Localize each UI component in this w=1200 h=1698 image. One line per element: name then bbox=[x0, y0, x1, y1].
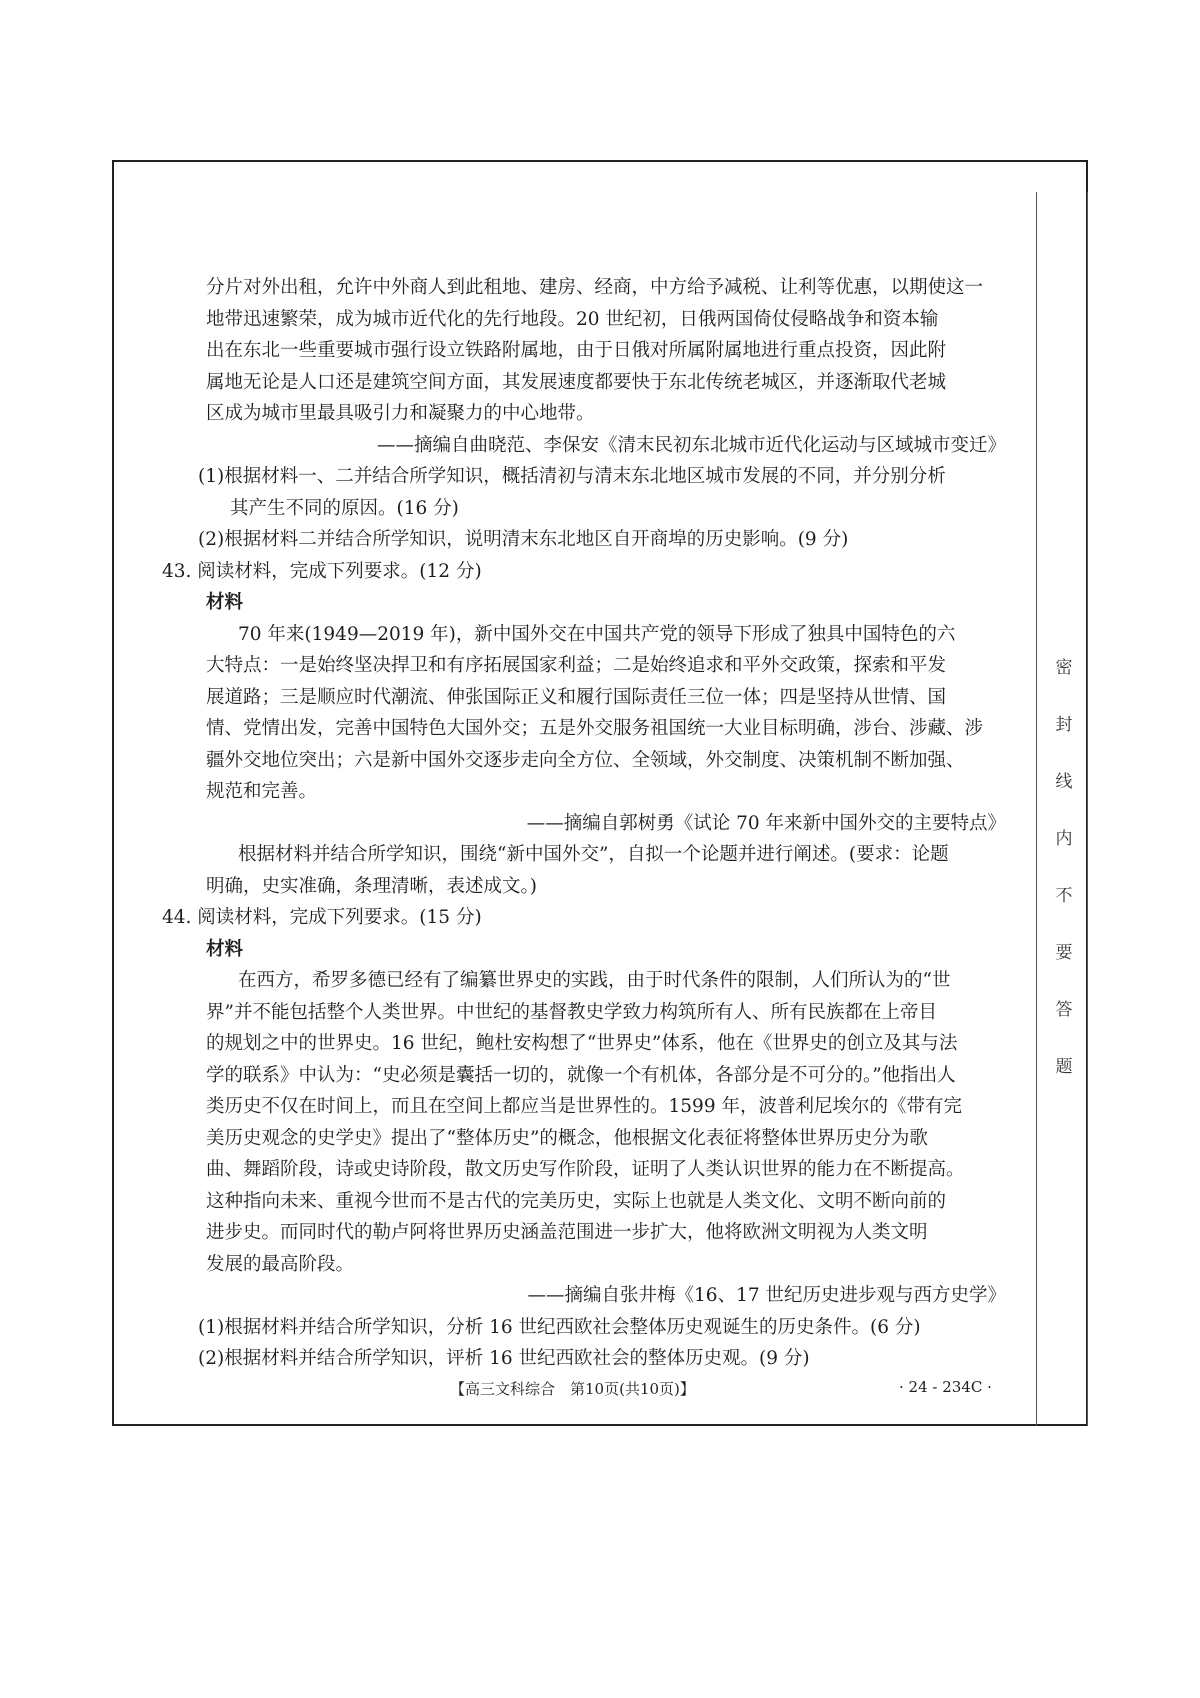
seal-char: 答 bbox=[1055, 1000, 1073, 1020]
passage-line: 学的联系》中认为：“史必须是囊括一切的，就像一个有机体，各部分是不可分的。”他指出人 bbox=[206, 1064, 956, 1086]
question-42-1-cont: 其产生不同的原因。(16 分) bbox=[230, 497, 459, 519]
paper-code: · 24 - 234C · bbox=[899, 1378, 992, 1396]
question-42-2: (2)根据材料二并结合所学知识，说明清末东北地区自开商埠的历史影响。(9 分) bbox=[198, 529, 849, 550]
passage-line: 进步史。而同时代的勒卢阿将世界历史涵盖范围进一步扩大，他将欧洲文明视为人类文明 bbox=[206, 1222, 928, 1243]
passage-line: 出在东北一些重要城市强行设立铁路附属地，由于日俄对所属附属地进行重点投资，因此附 bbox=[206, 340, 947, 361]
question-42-1: (1)根据材料一、二并结合所学知识，概括清初与清末东北地区城市发展的不同，并分别分析 bbox=[198, 466, 946, 487]
passage-line: 曲、舞蹈阶段，诗或史诗阶段，散文历史写作阶段，证明了人类认识世界的能力在不断提高。 bbox=[206, 1159, 965, 1180]
passage-line: 情、党情出发，完善中国特色大国外交；五是外交服务祖国统一大业目标明确，涉台、涉藏、涉 bbox=[206, 718, 984, 739]
seal-char: 线 bbox=[1055, 772, 1073, 792]
question-44-title: 44. 阅读材料，完成下列要求。(15 分) bbox=[162, 907, 482, 928]
question-44-2: (2)根据材料并结合所学知识，评析 16 世纪西欧社会的整体历史观。(9 分) bbox=[198, 1348, 810, 1369]
question-43-prompt-cont: 明确，史实准确，条理清晰，表述成文。) bbox=[206, 875, 537, 897]
passage-line: 在西方，希罗多德已经有了编纂世界史的实践，由于时代条件的限制，人们所认为的“世 bbox=[238, 970, 951, 991]
material-label-43: 材料 bbox=[206, 592, 244, 613]
passage-line: 类历史不仅在时间上，而且在空间上都应当是世界性的。1599 年，波普利尼埃尔的《带有完 bbox=[206, 1096, 962, 1117]
passage-42-tail bbox=[206, 272, 1006, 430]
question-43-title: 43. 阅读材料，完成下列要求。(12 分) bbox=[162, 560, 482, 582]
seal-line-text bbox=[1052, 640, 1076, 1096]
passage-line: 美历史观念的史学史》提出了“整体历史”的概念，他根据文化表征将整体世界历史分为歌 bbox=[206, 1127, 928, 1149]
passage-line: 大特点：一是始终坚决捍卫和有序拓展国家利益；二是始终追求和平外交政策，探索和平发 bbox=[206, 655, 947, 676]
seal-char: 不 bbox=[1055, 886, 1073, 906]
question-44-1: (1)根据材料并结合所学知识，分析 16 世纪西欧社会整体历史观诞生的历史条件。(6 分) bbox=[198, 1316, 921, 1338]
seal-char: 密 bbox=[1055, 658, 1073, 678]
passage-line: 疆外交地位突出；六是新中国外交逐步走向全方位、全领域，外交制度、决策机制不断加强、 bbox=[206, 749, 965, 771]
passage-line: 的规划之中的世界史。16 世纪，鲍杜安构想了“世界史”体系，他在《世界史的创立及其与法 bbox=[206, 1033, 958, 1054]
passage-43 bbox=[206, 619, 1006, 808]
seal-char: 要 bbox=[1055, 943, 1073, 963]
source-citation-44: ——摘编自张井梅《16、17 世纪历史进步观与西方史学》 bbox=[527, 1285, 1006, 1306]
source-citation-42: ——摘编自曲晓范、李保安《清末民初东北城市近代化运动与区域城市变迁》 bbox=[376, 434, 1006, 456]
passage-line: 发展的最高阶段。 bbox=[206, 1253, 355, 1275]
passage-line: 展道路；三是顺应时代潮流、伸张国际正义和履行国际责任三位一体；四是坚持从世情、国 bbox=[206, 686, 947, 708]
seal-char: 封 bbox=[1055, 715, 1073, 735]
passage-line: 地带迅速繁荣，成为城市近代化的先行地段。20 世纪初，日俄两国倚仗侵略战争和资本输 bbox=[206, 308, 939, 330]
source-citation-43: ——摘编自郭树勇《试论 70 年来新中国外交的主要特点》 bbox=[526, 812, 1006, 834]
exam-content bbox=[162, 272, 1006, 1375]
seal-char: 题 bbox=[1055, 1057, 1073, 1077]
question-43-prompt: 根据材料并结合所学知识，围绕“新中国外交”，自拟一个论题并进行阐述。(要求：论题 bbox=[238, 844, 949, 865]
passage-line: 区成为城市里最具吸引力和凝聚力的中心地带。 bbox=[206, 403, 595, 424]
passage-line: 界”并不能包括整个人类世界。中世纪的基督教史学致力构筑所有人、所有民族都在上帝目 bbox=[206, 1001, 937, 1023]
passage-line: 70 年来(1949—2019 年)，新中国外交在中国共产党的领导下形成了独具中国特色的六 bbox=[238, 623, 956, 645]
material-label-44: 材料 bbox=[206, 938, 244, 960]
page-footer: 【高三文科综合 第10页(共10页)】 bbox=[450, 1380, 695, 1398]
passage-line: 分片对外出租，允许中外商人到此租地、建房、经商，中方给予减税、让利等优惠，以期使这一 bbox=[206, 277, 984, 298]
passage-44 bbox=[206, 965, 1006, 1280]
passage-line: 规范和完善。 bbox=[206, 781, 318, 802]
passage-line: 这种指向未来、重视今世而不是古代的完美历史，实际上也就是人类文化、文明不断向前的 bbox=[206, 1190, 947, 1212]
seal-char: 内 bbox=[1055, 829, 1073, 849]
passage-line: 属地无论是人口还是建筑空间方面，其发展速度都要快于东北传统老城区，并逐渐取代老城 bbox=[206, 371, 947, 393]
